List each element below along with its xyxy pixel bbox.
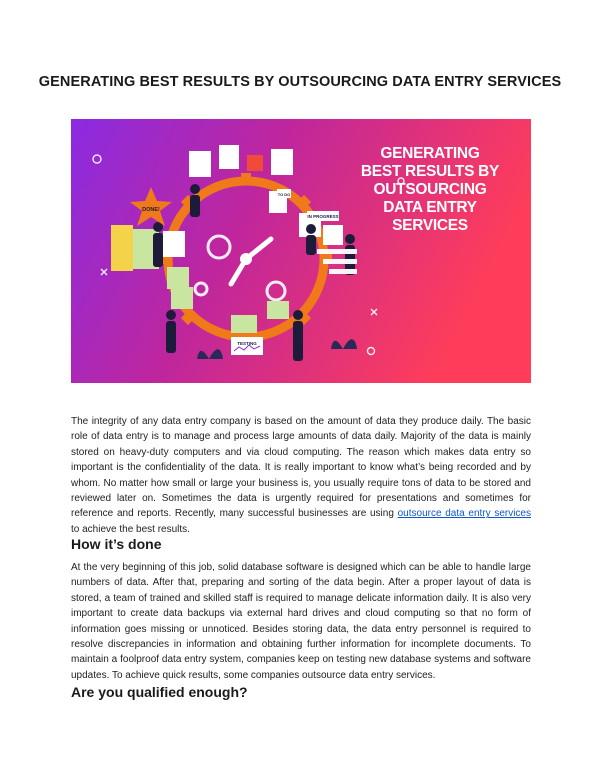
heading-qualified: Are you qualified enough? [71, 684, 248, 700]
hero-title-line: OUTSOURCING [373, 181, 487, 198]
hero-title-line: SERVICES [392, 217, 468, 234]
intro-text: The integrity of any data entry company is based on the amount of data they produce daily. The basic role of data entry is to manage and process large amounts of data daily. Majority of the data is mainly stored on heavy-duty computers and via cloud computing. The reason which makes data entry so important is the confidentiality of the data. It is really important to know what’s being recorded and by whom. No matter how small or large your business is, you usually require tons of data to be stored and reviewed later on. Sometimes the data is urgently required for presentations and sometimes for reference and reports. Recently, many successful businesses are using [71, 416, 531, 520]
how-paragraph: At the very beginning of this job, solid database software is designed which can be able to handle large numbers of data. After that, preparing and sorting of the data begin. After a proper layout of data is stored, a team of trained and skilled staff is required to manage delicate information daily. It is also very important to create data backups via external hard drives and cloud computing so that no form of information goes missing or unnoticed. Besides storing data, the data entry personnel is required to resolve discrepancies in information and obtaining further information for incomplete documents. To maintain a foolproof data entry system, companies keep on testing new database systems and software updates. To achieve quick results, some companies outsource data entry services. [71, 562, 531, 681]
done-label: DONE! [142, 207, 160, 213]
heading-how-its-done: How it’s done [71, 536, 162, 552]
hero-title-line: DATA ENTRY [383, 199, 477, 216]
intro-paragraph [71, 414, 531, 537]
testing-label: TESTING [237, 341, 257, 346]
hero-image [71, 119, 531, 383]
hero-title [355, 145, 505, 235]
hero-title-line: BEST RESULTS BY [360, 163, 500, 180]
page-title: GENERATING BEST RESULTS BY OUTSOURCING DATA ENTRY SERVICES [38, 74, 562, 90]
outsource-services-link[interactable]: outsource data entry services [397, 508, 531, 520]
in-progress-label: IN PROGRESS [307, 214, 339, 219]
hero-title-line: GENERATING [380, 145, 480, 162]
to-do-label: TO DO [277, 192, 291, 197]
intro-text-end: to achieve the best results. [71, 523, 190, 535]
